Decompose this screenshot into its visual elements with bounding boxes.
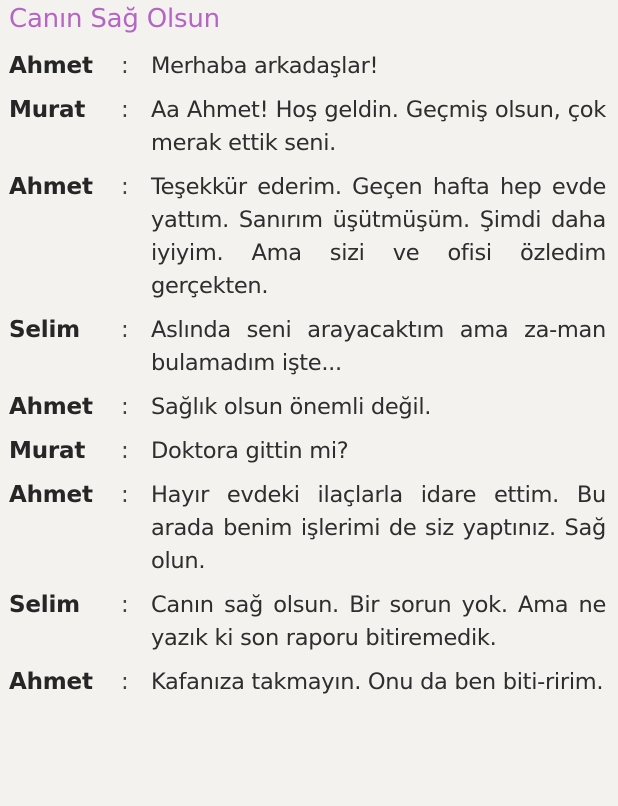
speaker-colon: : xyxy=(121,482,129,508)
dialogue-text: Aa Ahmet! Hoş geldin. Geçmiş olsun, çok merak ettik seni. xyxy=(151,97,606,156)
dialogue-text: Canın sağ olsun. Bir sorun yok. Ama ne yazık ki son raporu bitiremedik. xyxy=(151,592,606,651)
speaker-colon: : xyxy=(121,592,129,618)
speaker-name: Ahmet xyxy=(9,174,93,200)
dialogue-title: Canın Sağ Olsun xyxy=(9,4,220,34)
speaker-name: Murat xyxy=(9,97,86,123)
dialogue-line xyxy=(9,50,610,83)
dialogue-text: Aslında seni arayacaktım ama za-man bulamadım işte... xyxy=(151,317,606,376)
dialogue-line xyxy=(9,666,610,699)
speaker-name: Ahmet xyxy=(9,394,93,420)
speaker-name: Selim xyxy=(9,317,80,343)
speaker-name: Selim xyxy=(9,592,80,618)
speaker-name: Ahmet xyxy=(9,482,93,508)
dialogue-text: Hayır evdeki ilaçlarla idare ettim. Bu arada benim işlerimi de siz yaptınız. Sağ olun. xyxy=(151,482,606,574)
speaker-name: Ahmet xyxy=(9,669,93,695)
speaker-colon: : xyxy=(121,438,129,464)
speaker-colon: : xyxy=(121,394,129,420)
dialogue-line xyxy=(9,171,610,303)
dialogue-text: Teşekkür ederim. Geçen hafta hep evde yattım. Sanırım üşütmüşüm. Şimdi daha iyiyim. Ama sizi ve ofisi özledim gerçekten. xyxy=(151,174,606,299)
dialogue-line xyxy=(9,391,610,424)
dialogue-text: Merhaba arkadaşlar! xyxy=(151,53,379,79)
dialogue-text: Doktora gittin mi? xyxy=(151,438,349,464)
dialogue-text: Sağlık olsun önemli değil. xyxy=(151,394,432,420)
speaker-colon: : xyxy=(121,174,129,200)
dialogue-line xyxy=(9,314,610,380)
dialogue-line xyxy=(9,479,610,578)
speaker-name: Ahmet xyxy=(9,53,93,79)
dialogue-list xyxy=(9,50,610,710)
speaker-colon: : xyxy=(121,669,129,695)
speaker-colon: : xyxy=(121,317,129,343)
dialogue-line xyxy=(9,589,610,655)
dialogue-line xyxy=(9,435,610,468)
speaker-name: Murat xyxy=(9,438,86,464)
speaker-colon: : xyxy=(121,53,129,79)
dialogue-line xyxy=(9,94,610,160)
dialogue-text: Kafanıza takmayın. Onu da ben biti-ririm. xyxy=(151,669,604,695)
speaker-colon: : xyxy=(121,97,129,123)
